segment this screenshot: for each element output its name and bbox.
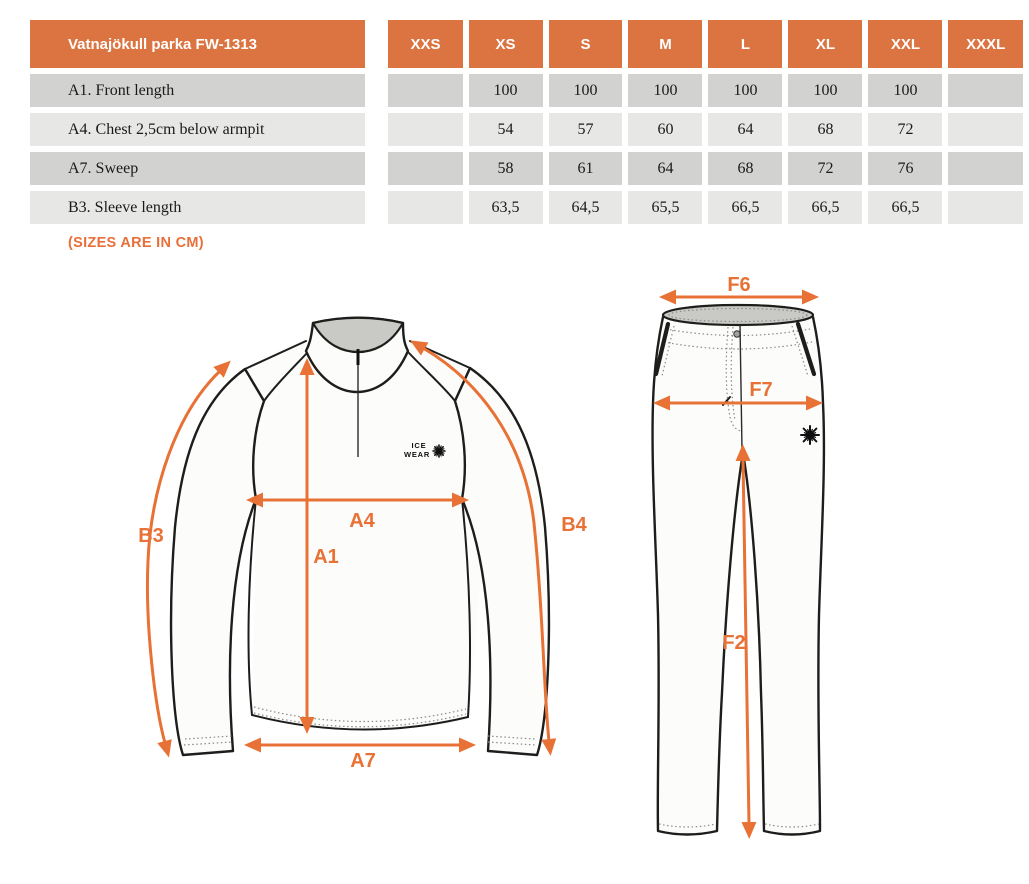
- cell: 72: [868, 113, 942, 146]
- cell: 100: [628, 74, 702, 107]
- pants-outline: [653, 310, 824, 834]
- cell: 65,5: [628, 191, 702, 224]
- table-title: Vatnajökull parka FW-1313: [30, 20, 382, 68]
- cell: [948, 113, 1023, 146]
- size-table: [24, 14, 1029, 230]
- size-col-m: M: [628, 20, 702, 68]
- size-col-xxxl: XXXL: [948, 20, 1023, 68]
- a7-label: A7: [350, 750, 376, 772]
- cell: [388, 191, 462, 224]
- cell: 64: [628, 152, 702, 185]
- row-label: A4. Chest 2,5cm below armpit: [30, 113, 382, 146]
- b4-label: B4: [561, 514, 587, 536]
- b3-label: B3: [138, 525, 164, 547]
- snowflake-icon: [433, 445, 445, 457]
- cell: 61: [549, 152, 623, 185]
- jacket-diagram: [130, 295, 610, 795]
- jacket-svg: [130, 295, 610, 795]
- cell: 100: [868, 74, 942, 107]
- cell: 64: [708, 113, 782, 146]
- logo-text-wear: WEAR: [403, 450, 431, 459]
- f7-label: F7: [749, 379, 773, 401]
- cell: [948, 191, 1023, 224]
- cell: [388, 152, 462, 185]
- cell: 66,5: [868, 191, 942, 224]
- cell: 63,5: [469, 191, 543, 224]
- pants-button: [734, 331, 740, 337]
- size-table-header-row: [30, 20, 1023, 68]
- cell: 100: [788, 74, 862, 107]
- cell: [948, 74, 1023, 107]
- table-row-front-length: [30, 74, 1023, 107]
- sizes-unit-note: (SIZES ARE IN CM): [68, 235, 204, 251]
- cell: 100: [469, 74, 543, 107]
- row-label: B3. Sleeve length: [30, 191, 382, 224]
- cell: 58: [469, 152, 543, 185]
- row-label: A1. Front length: [30, 74, 382, 107]
- a4-label: A4: [349, 510, 375, 532]
- cell: [948, 152, 1023, 185]
- cell: [388, 113, 462, 146]
- cell: 72: [788, 152, 862, 185]
- pants-diagram: [630, 275, 920, 875]
- snowflake-icon: [801, 426, 819, 444]
- cell: 57: [549, 113, 623, 146]
- f2-label: F2: [722, 632, 746, 654]
- cell: 60: [628, 113, 702, 146]
- pants-svg: [630, 275, 920, 875]
- size-col-xxl: XXL: [868, 20, 942, 68]
- cell: [388, 74, 462, 107]
- cell: 66,5: [708, 191, 782, 224]
- size-col-l: L: [708, 20, 782, 68]
- cell: 64,5: [549, 191, 623, 224]
- a1-label: A1: [313, 546, 339, 568]
- row-label: A7. Sweep: [30, 152, 382, 185]
- table-row-sleeve-length: [30, 191, 1023, 224]
- table-row-chest: [30, 113, 1023, 146]
- size-col-s: S: [549, 20, 623, 68]
- cell: 68: [708, 152, 782, 185]
- size-col-xxs: XXS: [388, 20, 462, 68]
- table-row-sweep: [30, 152, 1023, 185]
- cell: 54: [469, 113, 543, 146]
- cell: 100: [708, 74, 782, 107]
- cell: 66,5: [788, 191, 862, 224]
- cell: 68: [788, 113, 862, 146]
- cell: 76: [868, 152, 942, 185]
- size-col-xs: XS: [469, 20, 543, 68]
- size-col-xl: XL: [788, 20, 862, 68]
- logo-text-ice: ICE: [411, 441, 427, 450]
- cell: 100: [549, 74, 623, 107]
- f6-label: F6: [727, 275, 751, 296]
